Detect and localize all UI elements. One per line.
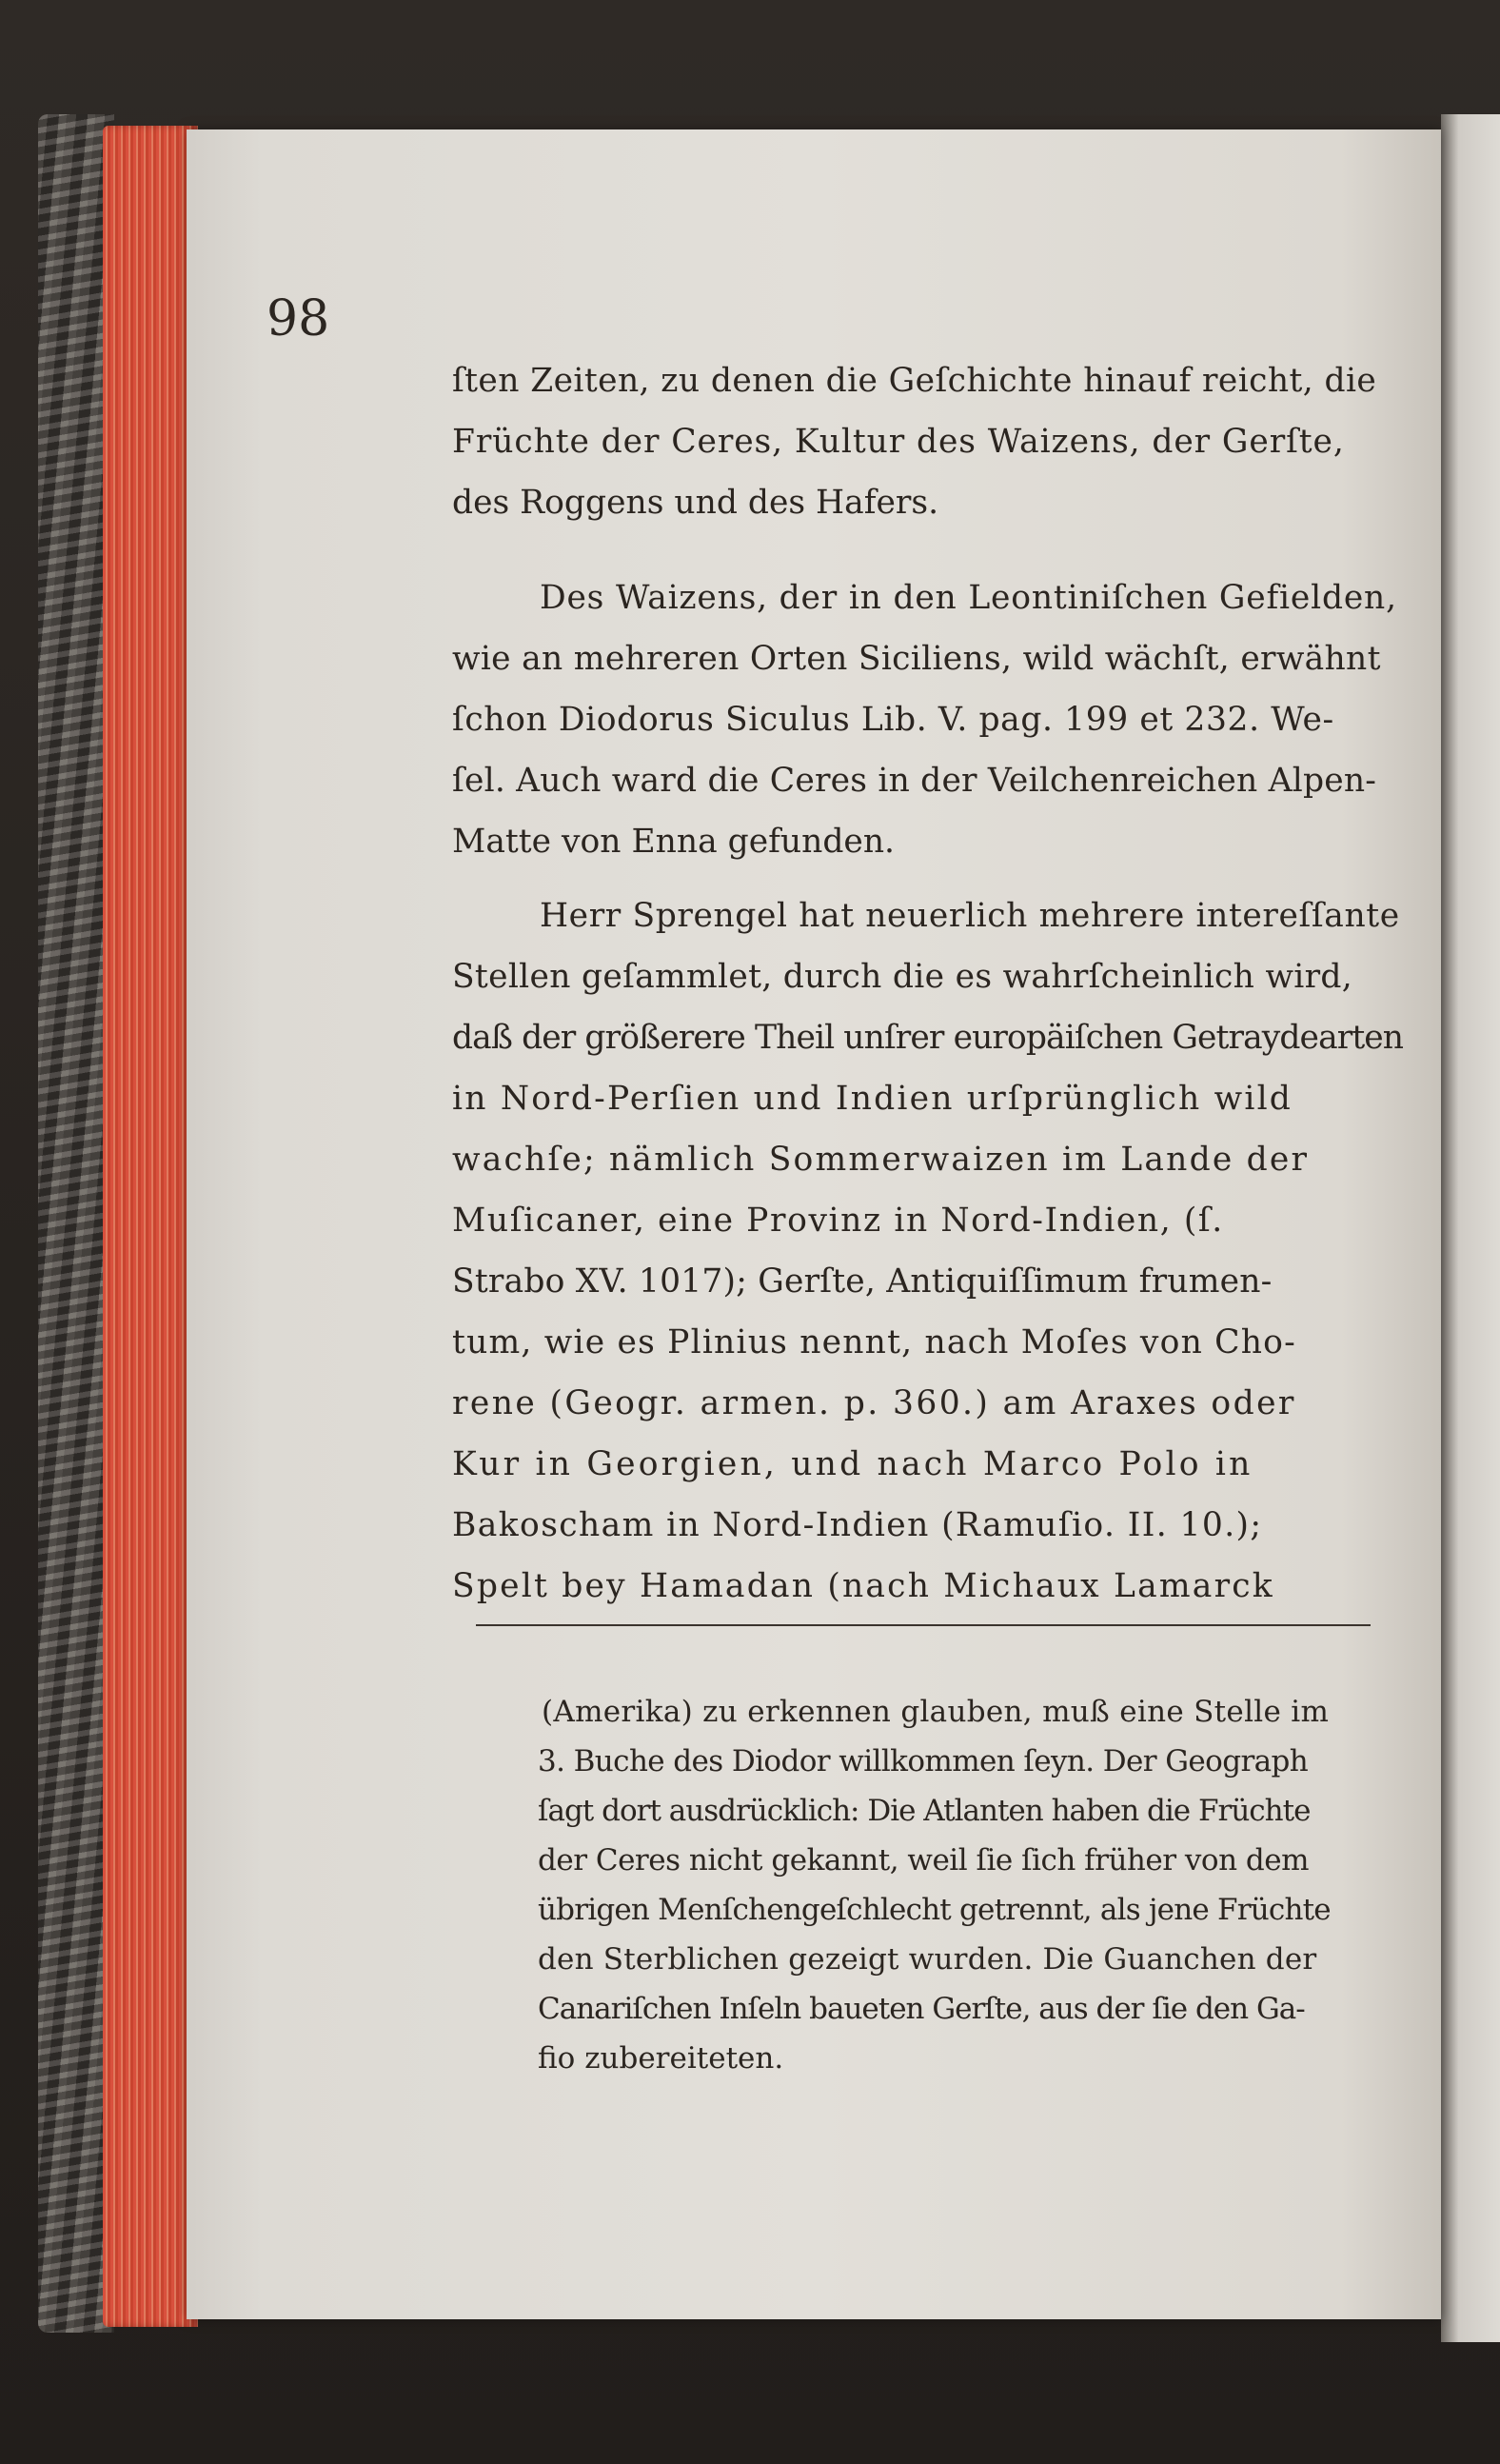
text-line: Stellen geſammlet, durch die es wahrſcheinlich wird, <box>452 958 1353 996</box>
text-line: tum, wie es Plinius nennt, nach Moſes von Cho- <box>452 1323 1297 1361</box>
text-line: Herr Sprengel hat neuerlich mehrere intereſſante <box>540 897 1400 935</box>
text-line: ſten Zeiten, zu denen die Geſchichte hinauf reicht, die <box>452 362 1377 400</box>
text-line: Spelt bey Hamadan (nach Michaux Lamarck <box>452 1567 1274 1605</box>
footnote-line: (Amerika) zu erkennen glauben, muß eine Stelle im <box>542 1695 1330 1729</box>
text-line: ſchon Diodorus Siculus Lib. V. pag. 199 et 232. We- <box>452 701 1334 739</box>
footnote-line: Canariſchen Inſeln baueten Gerſte, aus der ſie den Ga- <box>538 1992 1305 2026</box>
text-line: in Nord-Perſien und Indien urſprünglich wild <box>452 1080 1293 1118</box>
paragraph-1 <box>452 350 1376 533</box>
text-line: Früchte der Ceres, Kultur des Waizens, der Gerſte, <box>452 423 1345 461</box>
footnote-line: 3. Buche des Diodor willkommen ſeyn. Der Geograph <box>538 1744 1309 1778</box>
paragraph-3 <box>452 885 1403 1617</box>
text-line: Kur in Georgien, und nach Marco Polo in <box>452 1445 1253 1483</box>
text-line: ſel. Auch ward die Ceres in der Veilchenreichen Alpen- <box>452 762 1377 800</box>
text-line: Des Waizens, der in den Leontiniſchen Gefielden, <box>540 579 1397 617</box>
text-line: rene (Geogr. armen. p. 360.) am Araxes oder <box>452 1384 1296 1422</box>
text-line: Matte von Enna gefunden. <box>452 823 896 861</box>
text-line: des Roggens und des Hafers. <box>452 484 939 522</box>
text-line: wachſe; nämlich Sommerwaizen im Lande der <box>452 1141 1310 1179</box>
page-number: 98 <box>266 290 330 348</box>
footnote-line: fio zubereiteten. <box>538 2041 784 2076</box>
footnote-line: der Ceres nicht gekannt, weil ſie ſich früher von dem <box>538 1843 1309 1878</box>
footnote-rule <box>476 1624 1371 1626</box>
footnote-line: ſagt dort ausdrücklich: Die Atlanten haben die Früchte <box>538 1794 1311 1828</box>
red-page-edges <box>103 126 198 2327</box>
text-line: Bakoscham in Nord-Indien (Ramuſio. II. 10.); <box>452 1506 1263 1544</box>
facing-page-edge <box>1441 114 1500 2342</box>
footnote-line: übrigen Menſchengeſchlecht getrennt, als jene Früchte <box>538 1893 1331 1927</box>
text-line: daß der größerere Theil unſrer europäiſchen Getraydearten <box>452 1019 1404 1057</box>
text-line: Muſicaner, eine Provinz in Nord-Indien, (ſ. <box>452 1202 1224 1240</box>
text-line: Strabo XV. 1017); Gerſte, Antiquiſſimum frumen- <box>452 1262 1273 1301</box>
footnote <box>538 1687 1331 2083</box>
paragraph-2 <box>452 567 1397 872</box>
text-line: wie an mehreren Orten Siciliens, wild wächſt, erwähnt <box>452 640 1381 678</box>
footnote-line: den Sterblichen gezeigt wurden. Die Guanchen der <box>538 1942 1317 1977</box>
